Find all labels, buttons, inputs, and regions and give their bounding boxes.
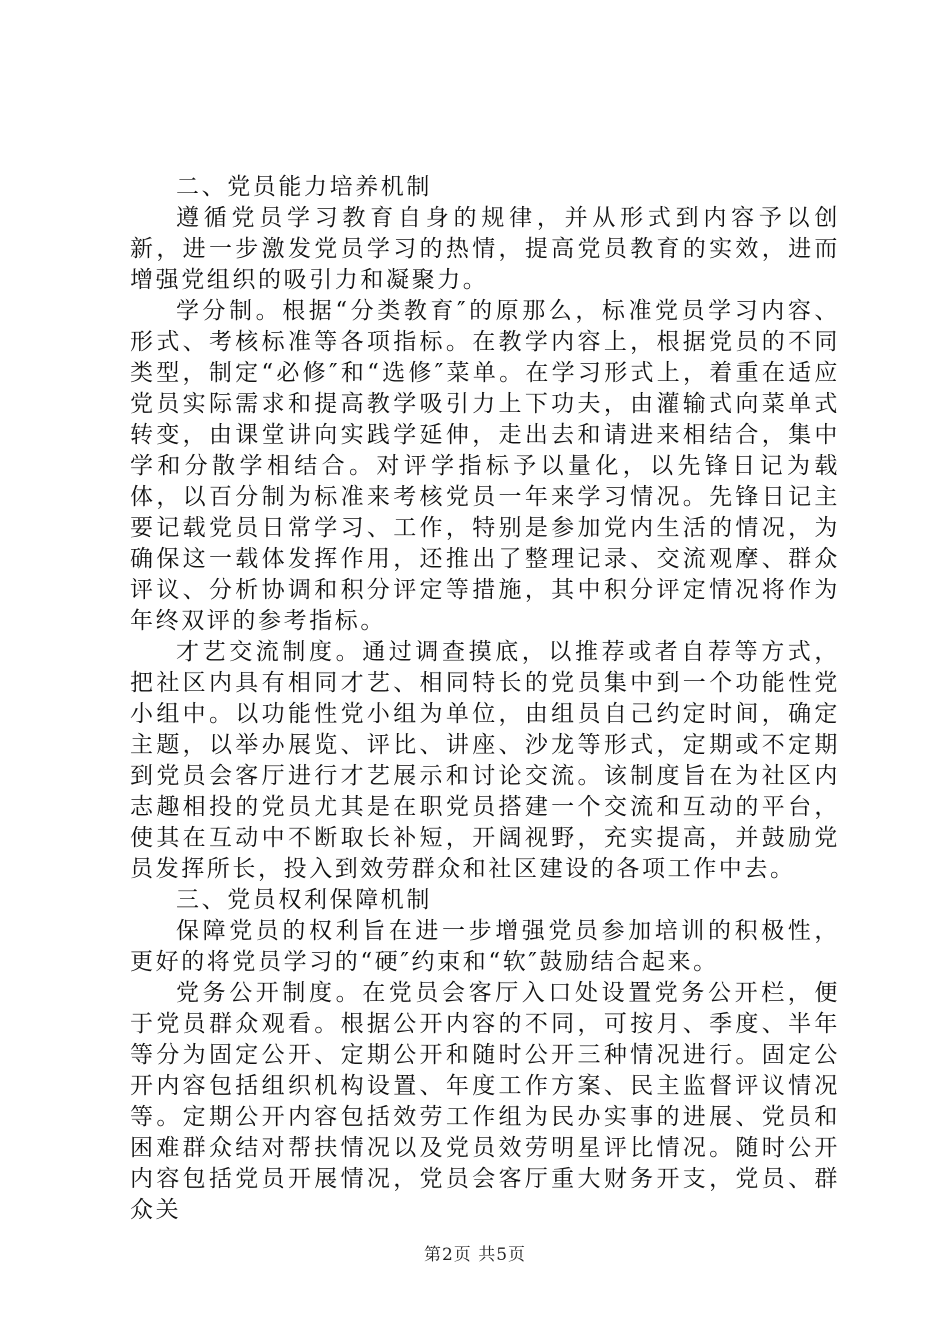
paragraph-intro-2: 遵循党员学习教育自身的规律，并从形式到内容予以创新，进一步激发党员学习的热情，提高党员教育的实效，进而增强党组织的吸引力和凝聚力。 <box>130 205 840 293</box>
document-body <box>130 172 840 1226</box>
page-footer: 第2页 共5页 <box>423 1245 527 1265</box>
paragraph-party-affairs-open: 党务公开制度。在党员会客厅入口处设置党务公开栏，便于党员群众观看。根据公开内容的不同，可按月、季度、半年等分为固定公开、定期公开和随时公开三种情况进行。固定公开内容包括组织机构设置、年度工作方案、民主监督评议情况等。定期公开内容包括效劳工作组为民办实事的进展、党员和困难群众结对帮扶情况以及党员效劳明星评比情况。随时公开内容包括党员开展情况，党员会客厅重大财务开支，党员、群众关 <box>130 980 840 1223</box>
section-heading-3: 三、党员权利保障机制 <box>176 887 432 913</box>
section-heading-2: 二、党员能力培养机制 <box>176 174 432 200</box>
paragraph-credit-system: 学分制。根据“分类教育″的原那么，标准党员学习内容、形式、考核标准等各项指标。在教学内容上，根据党员的不同类型，制定“必修″和“选修″菜单。在学习形式上，着重在适应党员实际需求和提高教学吸引力上下功夫，由灌输式向菜单式转变，由课堂讲向实践学延伸，走出去和请进来相结合，集中学和分散学相结合。对评学指标予以量化，以先锋日记为载体，以百分制为标准来考核党员一年来学习情况。先锋日记主要记载党员日常学习、工作，特别是参加党内生活的情况，为确保这一载体发挥作用，还推出了整理记录、交流观摩、群众评议、分析协调和积分评定等措施，其中积分评定情况将作为年终双评的参考指标。 <box>130 298 840 634</box>
paragraph-intro-3: 保障党员的权利旨在进一步增强党员参加培训的积极性，更好的将党员学习的“硬″约束和“软″鼓励结合起来。 <box>130 918 840 975</box>
paragraph-talent-exchange: 才艺交流制度。通过调查摸底，以推荐或者自荐等方式，把社区内具有相同才艺、相同特长的党员集中到一个功能性党小组中。以功能性党小组为单位，由组员自己约定时间，确定主题，以举办展览、评比、讲座、沙龙等形式，定期或不定期到党员会客厅进行才艺展示和讨论交流。该制度旨在为社区内志趣相投的党员尤其是在职党员搭建一个交流和互动的平台，使其在互动中不断取长补短，开阔视野，充实提高，并鼓励党员发挥所长，投入到效劳群众和社区建设的各项工作中去。 <box>130 639 840 882</box>
